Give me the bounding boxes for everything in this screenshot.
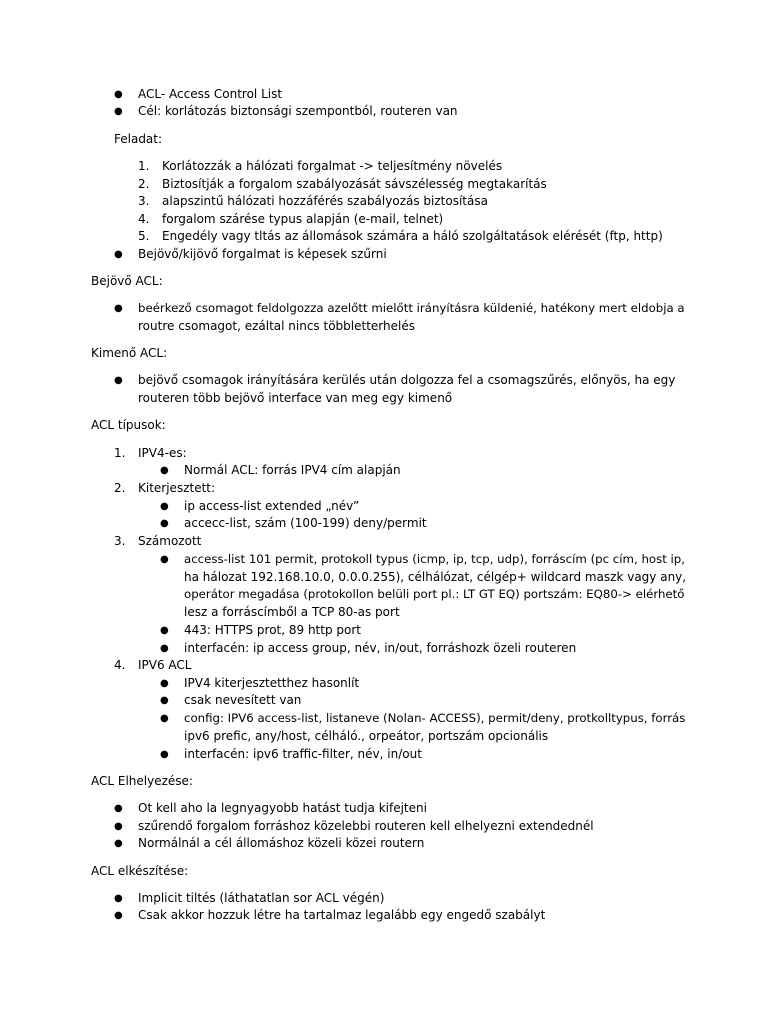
tipus-szamozott-item1-line2: ha hálozat 192.168.10.0, 0.0.0.255), célhálózat, célgép+ wildcard maszk vagy any, bbox=[184, 570, 687, 584]
bullet-marker: ● bbox=[114, 303, 123, 314]
elhelyezes-heading: ACL Elhelyezése: bbox=[91, 774, 193, 788]
feladat-item-1: Korlátozzák a hálózati forgalmat -> teljesítmény növelés bbox=[162, 159, 503, 173]
elkeszites-item-1: Implicit tiltés (láthatatlan sor ACL végén) bbox=[138, 891, 385, 905]
bullet-marker: ● bbox=[114, 375, 123, 386]
tipus-ipv6-item3-line2: ipv6 prefic, any/host, célháló., orpeátor, portszám opcionális bbox=[184, 729, 549, 743]
elhelyezes-item-2: szűrendő forgalom forráshoz közelebbi routeren kell elhelyezni extendednél bbox=[138, 819, 594, 833]
feladat-item-2: Biztosítják a forgalom szabályozását sávszélesség megtakarítás bbox=[162, 177, 547, 191]
bullet-marker: ● bbox=[114, 838, 123, 849]
bejovo-line-2: routre csomagot, ezáltal nincs többletterhelés bbox=[138, 319, 415, 333]
sub-bullet-marker: ● bbox=[160, 625, 169, 636]
bullet-marker: ● bbox=[114, 249, 123, 260]
feladat-item-5: Engedély vagy tltás az állomások számára a háló szolgáltatások elérését (ftp, http) bbox=[162, 229, 663, 243]
number-marker: 2. bbox=[138, 177, 150, 191]
sub-bullet-marker: ● bbox=[160, 501, 169, 512]
tipus-kiterjesztett-sub-2: accecc-list, szám (100-199) deny/permit bbox=[184, 516, 427, 530]
kimeno-line-1: bejövő csomagok irányítására kerülés után dolgozza fel a csomagszűrés, előnyös, ha egy bbox=[138, 373, 676, 387]
bullet-marker: ● bbox=[114, 803, 123, 814]
tipus-ipv6-item1: IPV4 kiterjesztetthez hasonlít bbox=[184, 676, 360, 690]
number-marker: 5. bbox=[138, 229, 150, 243]
number-marker: 1. bbox=[114, 446, 126, 460]
sub-bullet-marker: ● bbox=[160, 749, 169, 760]
intro-bullet-1: ACL- Access Control List bbox=[138, 87, 283, 101]
bullet-marker: ● bbox=[114, 89, 123, 100]
sub-bullet-marker: ● bbox=[160, 518, 169, 529]
sub-bullet-marker: ● bbox=[160, 643, 169, 654]
kimeno-line-2: routeren több bejövő interface van meg egy kimenő bbox=[138, 391, 453, 405]
elhelyezes-item-3: Normálnál a cél állomáshoz közeli közei routern bbox=[138, 836, 425, 850]
tipus-kiterjesztett-title: Kiterjesztett: bbox=[138, 481, 216, 495]
elkeszites-heading: ACL elkészítése: bbox=[91, 864, 189, 878]
sub-bullet-marker: ● bbox=[160, 713, 169, 724]
feladat-item-3: alapszintű hálózati hozzáférés szabályozás biztosítása bbox=[162, 194, 488, 208]
kimeno-heading: Kimenő ACL: bbox=[91, 346, 168, 360]
tipus-ipv6-item3-line1: config: IPV6 access-list, listaneve (Nolan- ACCESS), permit/deny, protkolltypus, forrás bbox=[184, 711, 686, 725]
number-marker: 4. bbox=[138, 212, 150, 226]
sub-bullet-marker: ● bbox=[160, 678, 169, 689]
tipus-ipv6-title: IPV6 ACL bbox=[138, 658, 192, 672]
bejovo-heading: Bejövő ACL: bbox=[91, 274, 163, 288]
feladat-heading: Feladat: bbox=[114, 132, 163, 146]
elkeszites-item-2: Csak akkor hozzuk létre ha tartalmaz legalább egy engedő szabályt bbox=[138, 908, 546, 922]
tipus-szamozott-item2: 443: HTTPS prot, 89 http port bbox=[184, 623, 361, 637]
elhelyezes-item-1: Ot kell aho la legnyagyobb hatást tudja kifejteni bbox=[138, 801, 427, 815]
tipus-szamozott-item1-line1: access-list 101 permit, protokoll typus (icmp, ip, tcp, udp), forráscím (pc cím, host ip, bbox=[184, 552, 685, 566]
tipus-szamozott-item1-line4: lesz a forráscímből a TCP 80-as port bbox=[184, 605, 400, 619]
bullet-marker: ● bbox=[114, 893, 123, 904]
tipus-ipv4-title: IPV4-es: bbox=[138, 446, 187, 460]
intro-bullet-2: Cél: korlátozás biztonsági szempontból, routeren van bbox=[138, 104, 458, 118]
feladat-item-4: forgalom szárése typus alapján (e-mail, telnet) bbox=[162, 212, 444, 226]
number-marker: 2. bbox=[114, 481, 126, 495]
bejovo-line-1: beérkező csomagot feldolgozza azelőtt mielőtt irányításra küldenié, hatékony mert eldobja a bbox=[138, 301, 685, 315]
sub-bullet-marker: ● bbox=[160, 695, 169, 706]
tipusok-heading: ACL típusok: bbox=[91, 418, 166, 432]
feladat-extra-bullet: Bejövő/kijövő forgalmat is képesek szűrni bbox=[138, 247, 387, 261]
bullet-marker: ● bbox=[114, 910, 123, 921]
sub-bullet-marker: ● bbox=[160, 465, 169, 476]
tipus-kiterjesztett-sub-1: ip access-list extended „név” bbox=[184, 499, 360, 513]
tipus-ipv6-item4: interfacén: ipv6 traffic-filter, név, in/out bbox=[184, 747, 422, 761]
tipus-szamozott-title: Számozott bbox=[138, 534, 202, 548]
sub-bullet-marker: ● bbox=[160, 554, 169, 565]
number-marker: 1. bbox=[138, 159, 150, 173]
number-marker: 4. bbox=[114, 658, 126, 672]
tipus-szamozott-item3: interfacén: ip access group, név, in/out, forráshozk özeli routeren bbox=[184, 641, 577, 655]
tipus-ipv6-item2: csak nevesített van bbox=[184, 693, 302, 707]
number-marker: 3. bbox=[114, 534, 126, 548]
tipus-ipv4-sub-1: Normál ACL: forrás IPV4 cím alapján bbox=[184, 463, 401, 477]
bullet-marker: ● bbox=[114, 821, 123, 832]
bullet-marker: ● bbox=[114, 106, 123, 117]
tipus-szamozott-item1-line3: operátor megadása (protokollon belüli port pl.: LT GT EQ) portszám: EQ80-> elérhető bbox=[184, 587, 685, 601]
number-marker: 3. bbox=[138, 194, 150, 208]
